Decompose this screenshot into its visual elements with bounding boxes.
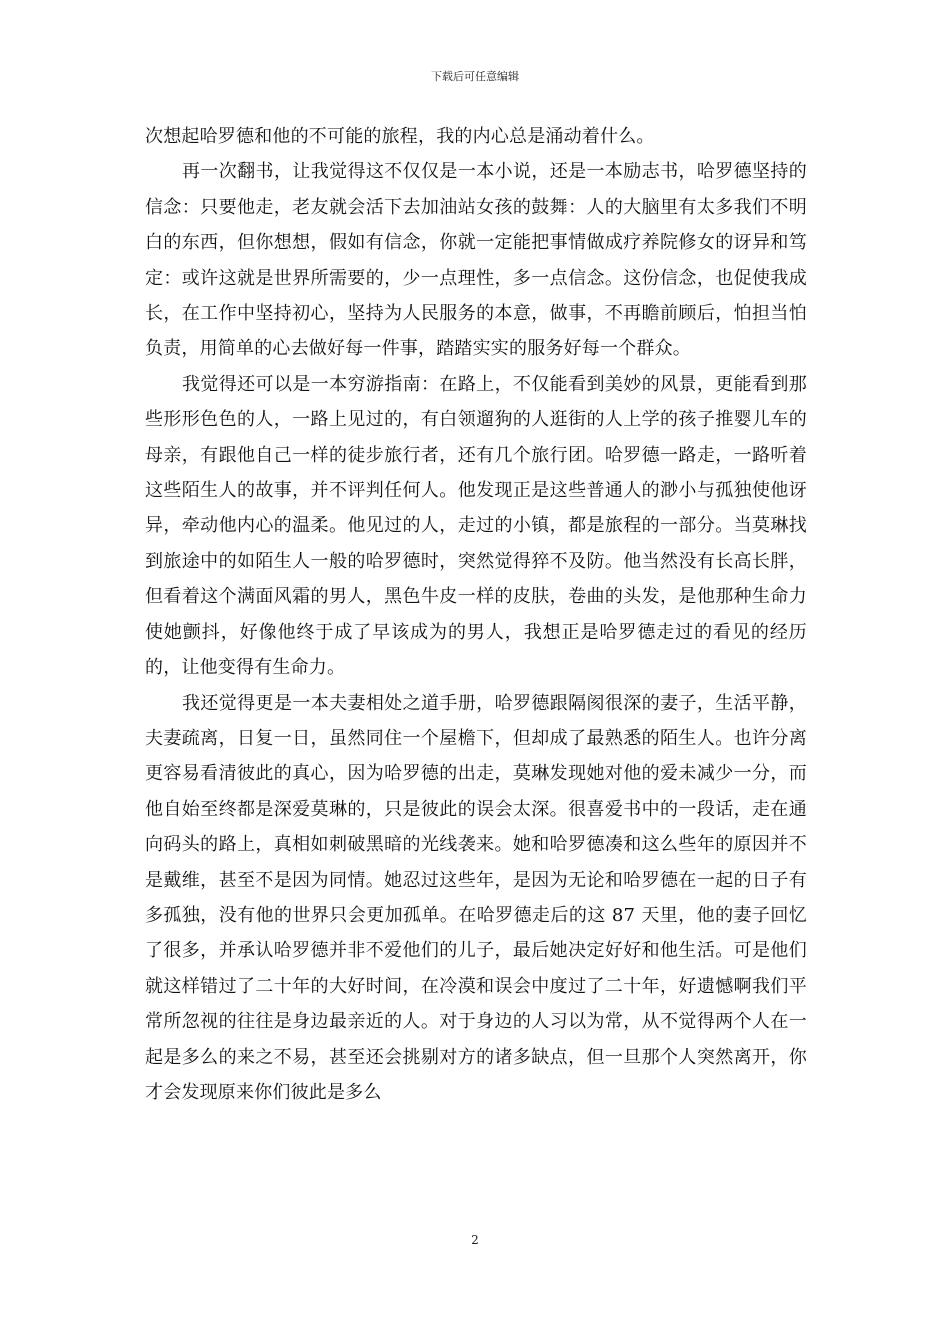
page-number: 2	[471, 1233, 479, 1247]
document-body	[145, 119, 807, 1110]
paragraph-continuation: 次想起哈罗德和他的不可能的旅程，我的内心总是涌动着什么。	[145, 126, 655, 147]
paragraph-travel-guide: 我觉得还可以是一本穷游指南：在路上，不仅能看到美妙的风景，更能看到那些形形色色的人，一路上见过的，有白领遛狗的人逛街的人上学的孩子推婴儿车的母亲，有跟他自己一样的徒步旅行者，还有几个旅行团。哈罗德一路走，一路听着这些陌生人的故事，并不评判任何人。他发现正是这些普通人的渺小与孤独使他讶异，牵动他内心的温柔。他见过的人，走过的小镇，都是旅程的一部分。当莫琳找到旅途中的如陌生人一般的哈罗德时，突然觉得猝不及防。他当然没有长高长胖，但看着这个满面风霜的男人，黑色牛皮一样的皮肤，卷曲的头发，是他那种生命力使她颤抖，好像他终于成了早该成为的男人，我想正是哈罗德走过的看见的经历的，让他变得有生命力。	[145, 373, 807, 679]
page-header: 下载后可任意编辑	[431, 70, 519, 83]
paragraph-inspirational: 再一次翻书，让我觉得这不仅仅是一本小说，还是一本励志书，哈罗德坚持的信念：只要他走，老友就会活下去加油站女孩的鼓舞：人的大脑里有太多我们不明白的东西，但你想想，假如有信念，你就一定能把事情做成疗养院修女的讶异和笃定：或许这就是世界所需要的，少一点理性，多一点信念。这份信念，也促使我成长，在工作中坚持初心，坚持为人民服务的本意，做事，不再瞻前顾后，怕担当怕负责，用简单的心去做好每一件事，踏踏实实的服务好每一个群众。	[145, 161, 807, 360]
paragraph-marriage-handbook: 我还觉得更是一本夫妻相处之道手册，哈罗德跟隔阂很深的妻子，生活平静，夫妻疏离，日复一日，虽然同住一个屋檐下，但却成了最熟悉的陌生人。也许分离更容易看清彼此的真心，因为哈罗德的出走，莫琳发现她对他的爱未减少一分，而他自始至终都是深爱莫琳的，只是彼此的误会太深。很喜爱书中的一段话，走在通向码头的路上，真相如刺破黑暗的光线袭来。她和哈罗德凑和这么些年的原因并不是戴维，甚至不是因为同情。她忍过这些年，是因为无论和哈罗德在一起的日子有多孤独，没有他的世界只会更加孤单。在哈罗德走后的这 87 天里，他的妻子回忆了很多，并承认哈罗德并非不爱他们的儿子，最后她决定好好和他生活。可是他们就这样错过了二十年的大好时间，在冷漠和误会中度过了二十年，好遗憾啊我们平常所忽视的往往是身边最亲近的人。对于身边的人习以为常，从不觉得两个人在一起是多么的来之不易，甚至还会挑剔对方的诸多缺点，但一旦那个人突然离开，你才会发现原来你们彼此是多么	[145, 692, 807, 1103]
